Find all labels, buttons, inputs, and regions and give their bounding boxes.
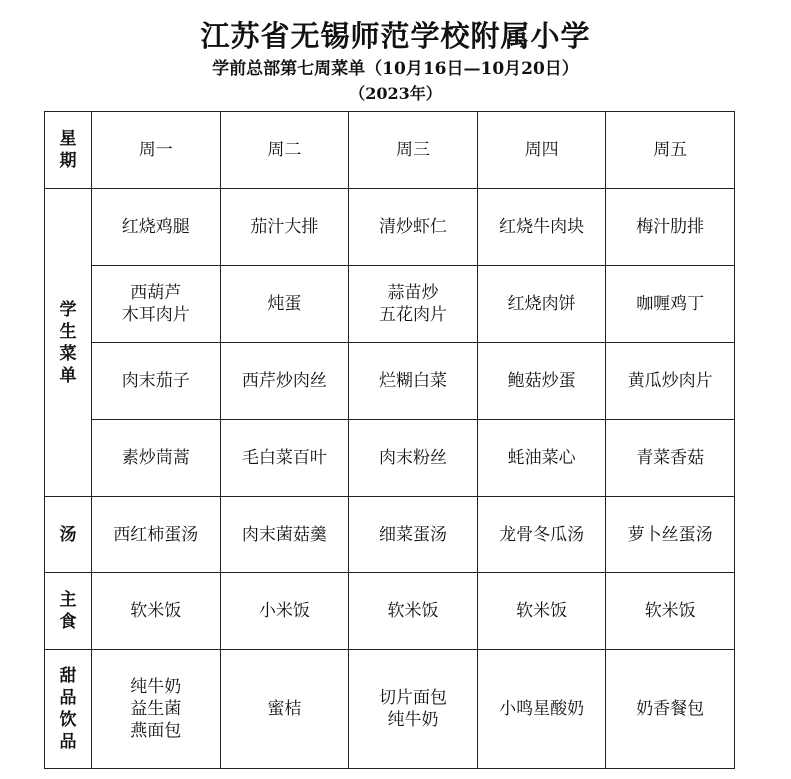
menu-year: （2023年） <box>349 84 442 103</box>
soup-cell: 龙骨冬瓜汤 <box>477 497 606 573</box>
day-header-tue: 周二 <box>220 112 349 189</box>
weekly-menu-table <box>44 111 735 769</box>
dish-cell: 红烧肉饼 <box>477 266 606 343</box>
dish-cell: 鲍菇炒蛋 <box>477 343 606 420</box>
dish-cell: 红烧牛肉块 <box>477 189 606 266</box>
soup-label: 汤 <box>45 497 92 573</box>
table-row <box>45 343 735 420</box>
soup-cell: 细菜蛋汤 <box>349 497 478 573</box>
day-header-thu: 周四 <box>477 112 606 189</box>
dish-cell: 梅汁肋排 <box>606 189 735 266</box>
dessert-cell: 小鸣星酸奶 <box>477 650 606 769</box>
page-title: 江苏省无锡师范学校附属小学 <box>200 19 591 53</box>
staple-cell: 软米饭 <box>349 573 478 650</box>
dish-cell: 炖蛋 <box>220 266 349 343</box>
dish-cell: 西葫芦 木耳肉片 <box>92 266 221 343</box>
dessert-cell: 切片面包 纯牛奶 <box>349 650 478 769</box>
soup-cell: 肉末菌菇羹 <box>220 497 349 573</box>
menu-subtitle: 学前总部第七周菜单（10月16日—10月20日） <box>212 59 579 79</box>
table-row <box>45 189 735 266</box>
dish-cell: 素炒茼蒿 <box>92 420 221 497</box>
staple-cell: 软米饭 <box>606 573 735 650</box>
staple-row <box>45 573 735 650</box>
dessert-row <box>45 650 735 769</box>
staple-cell: 软米饭 <box>92 573 221 650</box>
dish-cell: 肉末粉丝 <box>349 420 478 497</box>
table-row <box>45 266 735 343</box>
dessert-cell: 蜜桔 <box>220 650 349 769</box>
dessert-cell: 奶香餐包 <box>606 650 735 769</box>
student-menu-label: 学 生 菜 单 <box>45 189 92 497</box>
dish-cell: 蒜苗炒 五花肉片 <box>349 266 478 343</box>
weekday-corner-label: 星 期 <box>45 112 92 189</box>
staple-label: 主 食 <box>45 573 92 650</box>
dessert-cell: 纯牛奶 益生菌 燕面包 <box>92 650 221 769</box>
dish-cell: 西芹炒肉丝 <box>220 343 349 420</box>
soup-cell: 西红柿蛋汤 <box>92 497 221 573</box>
soup-row <box>45 497 735 573</box>
dessert-label: 甜 品 饮 品 <box>45 650 92 769</box>
dish-cell: 红烧鸡腿 <box>92 189 221 266</box>
dish-cell: 青菜香菇 <box>606 420 735 497</box>
staple-cell: 软米饭 <box>477 573 606 650</box>
dish-cell: 肉末茄子 <box>92 343 221 420</box>
day-header-fri: 周五 <box>606 112 735 189</box>
dish-cell: 黄瓜炒肉片 <box>606 343 735 420</box>
soup-cell: 萝卜丝蛋汤 <box>606 497 735 573</box>
dish-cell: 咖喱鸡丁 <box>606 266 735 343</box>
dish-cell: 毛白菜百叶 <box>220 420 349 497</box>
day-header-mon: 周一 <box>92 112 221 189</box>
day-header-wed: 周三 <box>349 112 478 189</box>
dish-cell: 烂糊白菜 <box>349 343 478 420</box>
table-header-row <box>45 112 735 189</box>
staple-cell: 小米饭 <box>220 573 349 650</box>
table-row <box>45 420 735 497</box>
dish-cell: 清炒虾仁 <box>349 189 478 266</box>
dish-cell: 茄汁大排 <box>220 189 349 266</box>
dish-cell: 蚝油菜心 <box>477 420 606 497</box>
